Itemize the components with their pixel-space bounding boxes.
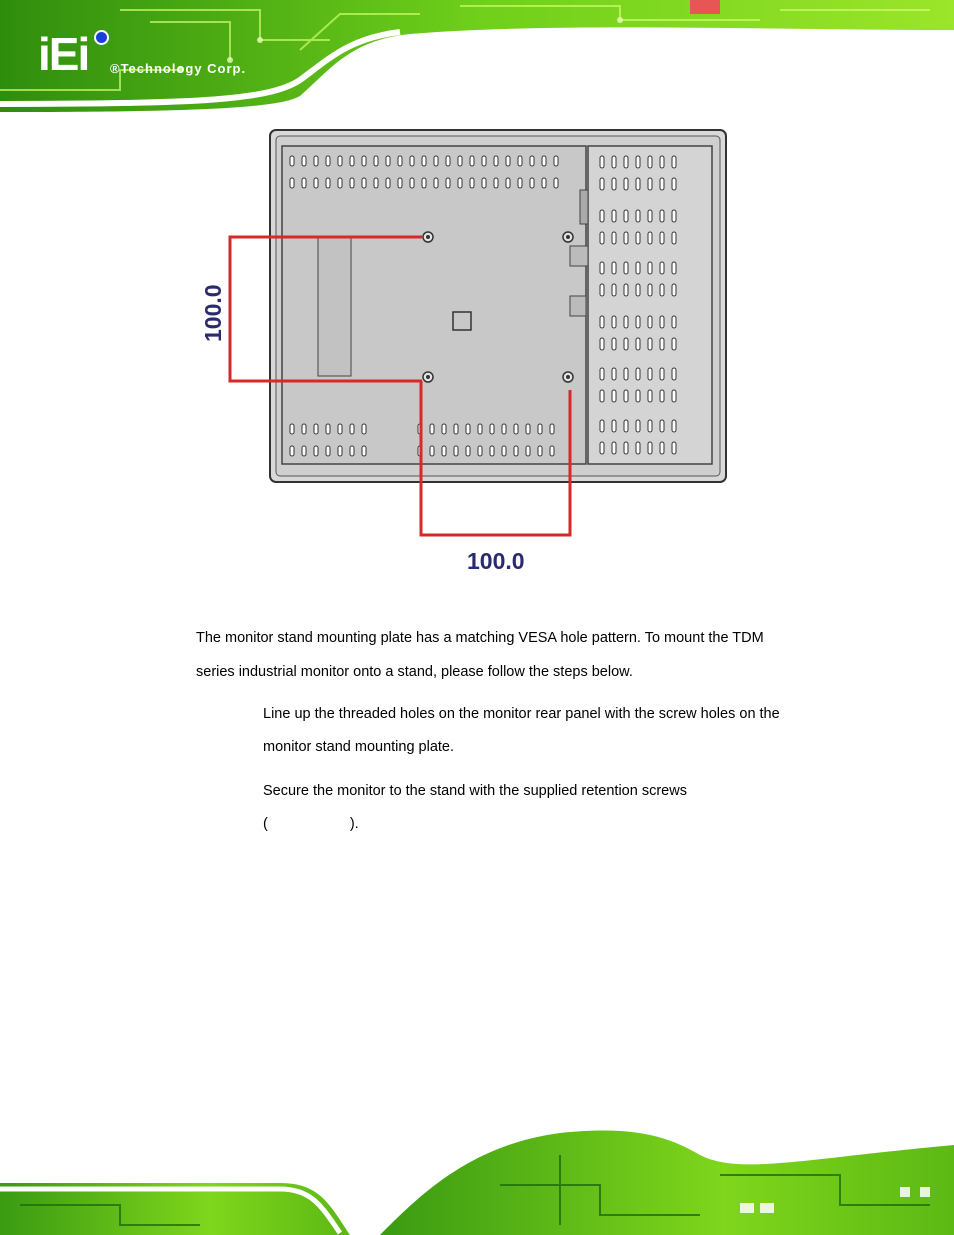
intro-line-1: The monitor stand mounting plate has a matching VESA hole pattern. To mount the TDM [196,630,764,646]
header-banner [0,0,954,112]
dimension-horizontal-label: 100.0 [467,548,525,574]
step-2 [263,775,843,841]
monitor-rear-panel-diagram [190,120,750,590]
step-2-line-1: Secure the monitor to the stand with the supplied retention screws [263,783,687,799]
step-2-paren-open: ( [263,816,268,832]
logo-text: iEi [38,28,89,80]
footer-banner [0,1125,954,1235]
step-2-paren-close: ). [349,816,359,832]
step-2-line-2 [263,808,843,841]
step-1 [263,698,843,764]
company-name: ®Technology Corp. [110,61,247,76]
dimension-vertical-label: 100.0 [200,284,226,342]
company-logo [38,30,108,78]
step-1-line-2: monitor stand mounting plate. [263,739,455,755]
intro-line-2: series industrial monitor onto a stand, please follow the steps below. [196,664,633,680]
logo-dot-icon [94,30,109,45]
intro-paragraph [196,621,836,689]
step-1-line-1: Line up the threaded holes on the monitor rear panel with the screw holes on the [263,706,780,722]
